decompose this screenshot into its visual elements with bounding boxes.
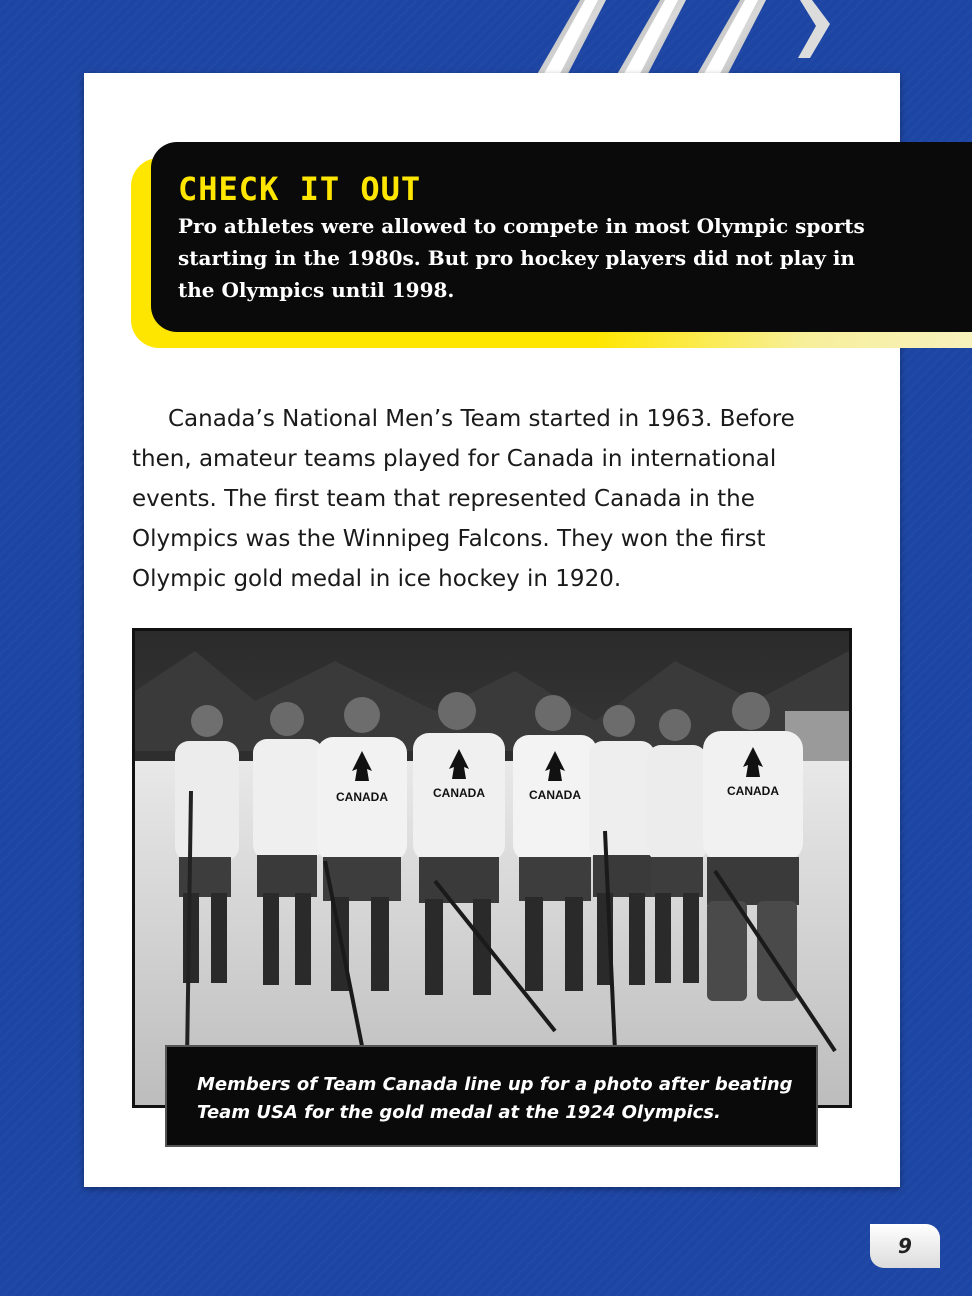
team-photo [132,628,852,1108]
body-paragraph: Canada’s National Men’s Team started in 1963. Before then, amateur teams played for Canada in international events. The first team that represented Canada in the Olympics was the Winnipeg Falcons. They won the first Olympic gold medal in ice hockey in 1920. [132,406,795,592]
callout-text: Pro athletes were allowed to compete in most Olympic sports starting in the 1980s. But pro hockey players did not play in the Olympics until 1998. [178,214,865,302]
jersey-text: CANADA [336,790,388,804]
jersey-text: CANADA [727,784,779,798]
jersey-text: CANADA [433,786,485,800]
jersey-text: CANADA [529,788,581,802]
photo-caption [165,1045,818,1147]
caption-text: Members of Team Canada line up for a photo after beating Team USA for the gold medal at the 1924 Olympics. [197,1074,793,1123]
page-number: 9 [870,1224,940,1268]
callout-title: CHECK IT OUT [178,170,422,208]
